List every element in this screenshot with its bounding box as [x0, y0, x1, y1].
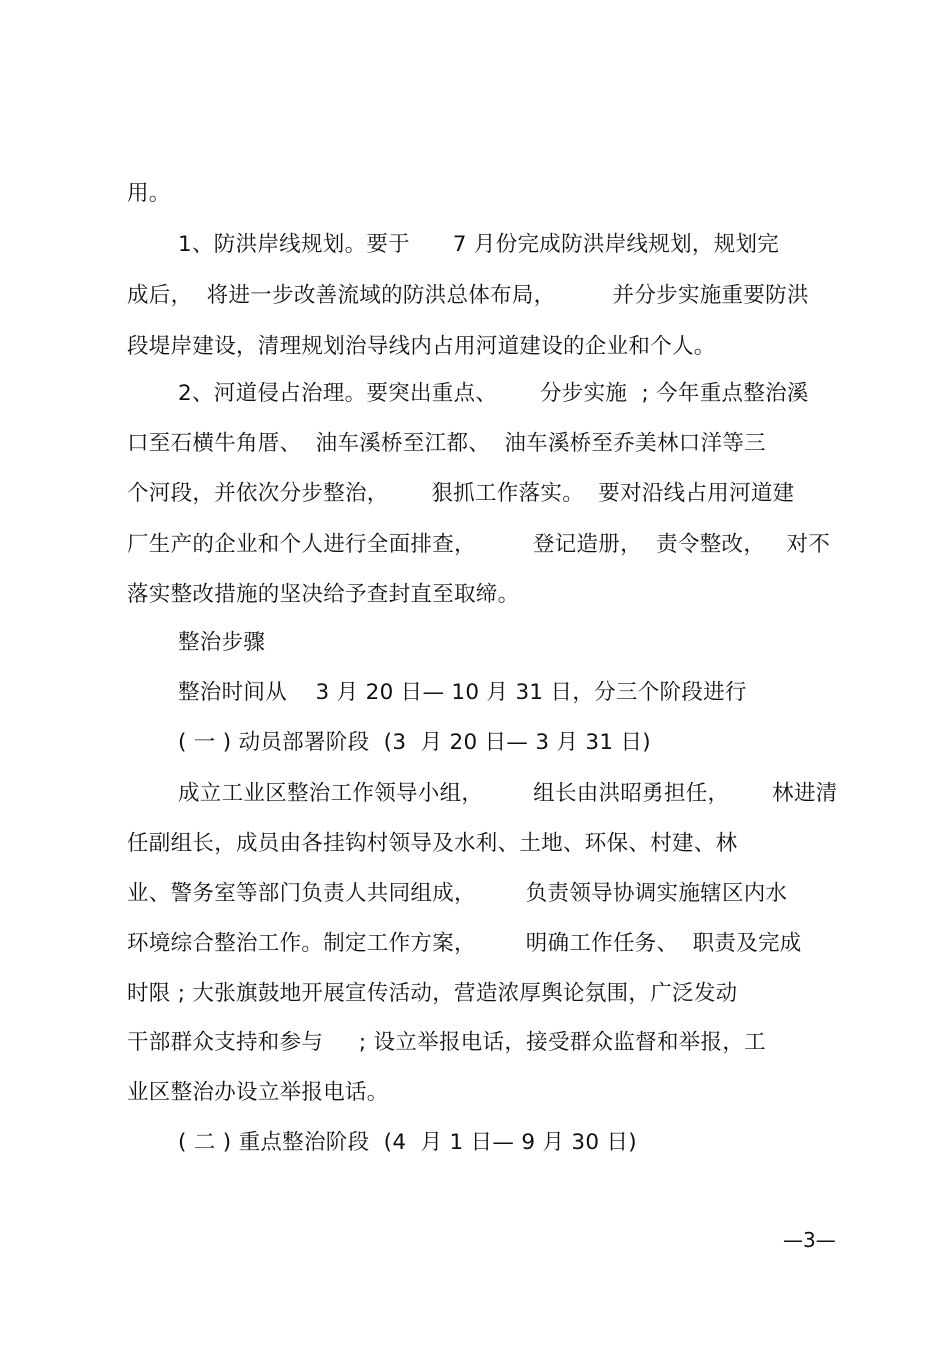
text-line: 1、防洪岸线规划。要于 7 月份完成防洪岸线规划，规划完 [178, 232, 780, 257]
text-line: 时限 ; 大张旗鼓地开展宣传活动，营造浓厚舆论氛围，广泛发动 [127, 981, 738, 1006]
text-line: 成后， 将进一步改善流域的防洪总体布局， 并分步实施重要防洪 [127, 283, 809, 308]
text-line: 厂生产的企业和个人进行全面排查， 登记造册， 责令整改， 对不 [127, 532, 831, 557]
text-line: 段堤岸建设，清理规划治导线内占用河道建设的企业和个人。 [127, 334, 716, 359]
text-line: 业、警务室等部门负责人共同组成， 负责领导协调实施辖区内水 [127, 881, 788, 906]
text-line: 用。 [127, 181, 171, 206]
text-line: 环境综合整治工作。制定工作方案， 明确工作任务、 职责及完成 [127, 931, 802, 956]
text-line: 业区整治办设立举报电话。 [127, 1080, 389, 1105]
text-line: 口至石横牛角厝、 油车溪桥至江都、 油车溪桥至乔美林口洋等三 [127, 431, 766, 456]
text-line: 成立工业区整治工作领导小组， 组长由洪昭勇担任， 林进清 [178, 781, 838, 806]
text-line: 干部群众支持和参与 ; 设立举报电话，接受群众监督和举报，工 [127, 1030, 766, 1055]
text-line: 个河段，并依次分步整治， 狠抓工作落实。 要对沿线占用河道建 [127, 481, 795, 506]
text-line: 任副组长，成员由各挂钩村领导及水利、土地、环保、村建、林 [127, 831, 738, 856]
text-line: 整治时间从 3 月 20 日— 10 月 31 日，分三个阶段进行 [178, 680, 747, 705]
page-number: —3— [783, 1228, 836, 1252]
section-heading: 整治步骤 [178, 630, 266, 655]
stage-heading: ( 一 ) 动员部署阶段 (3 月 20 日— 3 月 31 日) [178, 730, 651, 755]
stage-heading: ( 二 ) 重点整治阶段 (4 月 1 日— 9 月 30 日) [178, 1130, 637, 1155]
text-line: 落实整改措施的坚决给予查封直至取缔。 [127, 582, 520, 607]
text-line: 2、河道侵占治理。要突出重点、 分步实施 ; 今年重点整治溪 [178, 381, 809, 406]
